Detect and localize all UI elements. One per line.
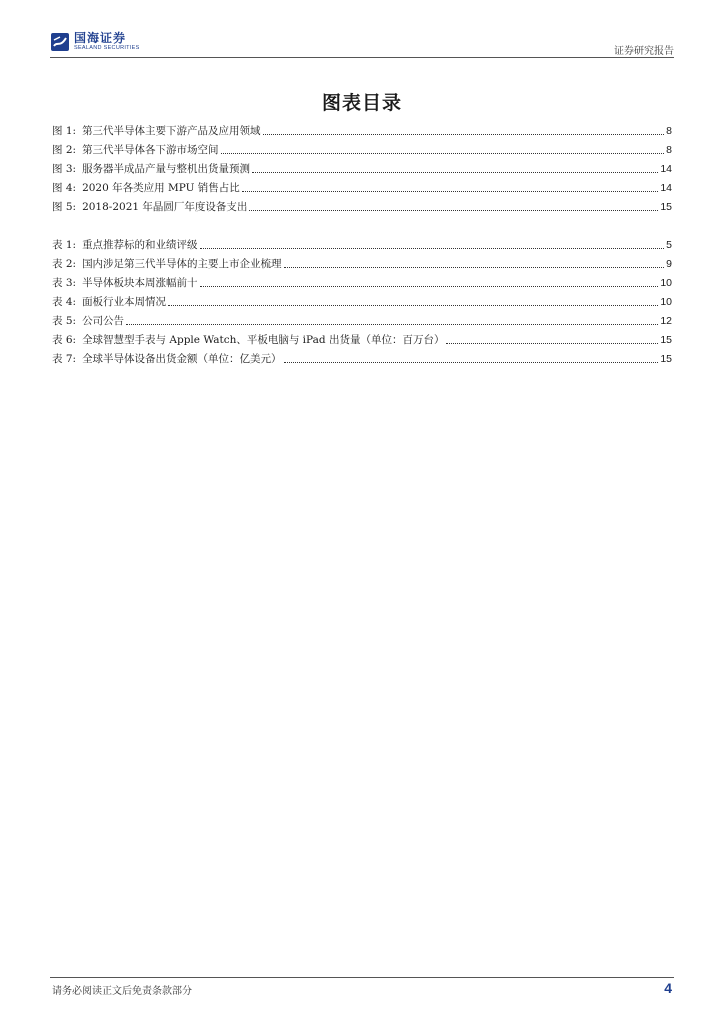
toc-leader-dots [126, 324, 658, 325]
toc-leader-dots [200, 248, 665, 249]
toc-entry-title: 国内涉足第三代半导体的主要上市企业梳理 [82, 258, 282, 270]
toc-entry-title: 全球半导体设备出货金额（单位：亿美元） [82, 353, 282, 365]
toc-entry-label: 表 4: [52, 296, 77, 308]
toc-entry-title: 半导体板块本周涨幅前十 [82, 277, 198, 289]
toc-entry-page: 14 [660, 163, 672, 175]
toc-entry-page: 15 [660, 201, 672, 213]
page-title: 图表目录 [321, 92, 402, 114]
footer-divider [50, 977, 674, 978]
toc-entry-page: 8 [666, 125, 672, 137]
toc-entry-label: 图 2: [52, 144, 77, 156]
toc-leader-dots [263, 134, 665, 135]
toc-entry-label: 表 2: [52, 258, 77, 270]
toc-leader-dots [252, 172, 658, 173]
toc-entry-page: 10 [660, 296, 672, 308]
toc-entry-label: 图 3: [52, 163, 77, 175]
toc-entry-page: 10 [660, 277, 672, 289]
company-logo [50, 32, 140, 52]
toc-table-entry[interactable] [52, 329, 672, 347]
toc-leader-dots [242, 191, 659, 192]
toc-entry-label: 表 6: [52, 334, 77, 346]
toc-leader-dots [200, 286, 659, 287]
toc-entry-label: 表 7: [52, 353, 77, 365]
toc-entry-label: 图 5: [52, 201, 77, 213]
toc-leader-dots [168, 305, 658, 306]
page-number: 4 [664, 980, 672, 996]
sealand-logo-icon [50, 32, 70, 52]
logo-chinese-name: 国海证券 [74, 31, 127, 46]
toc-entry-page: 12 [660, 315, 672, 327]
toc-entry-page: 9 [666, 258, 672, 270]
toc-figure-entry[interactable] [52, 139, 672, 157]
toc-leader-dots [446, 343, 658, 344]
logo-english-name: SEALAND SECURITIES [74, 45, 140, 52]
toc-entry-page: 14 [660, 182, 672, 194]
report-type-label: 证券研究报告 [614, 46, 674, 57]
toc-entry-label: 图 4: [52, 182, 77, 194]
toc-entry-page: 15 [660, 334, 672, 346]
toc-table-entry[interactable] [52, 234, 672, 252]
page-header [50, 30, 674, 58]
toc-entry-title: 重点推荐标的和业绩评级 [82, 239, 198, 251]
toc-entry-page: 8 [666, 144, 672, 156]
toc-table-entry[interactable] [52, 310, 672, 328]
toc-leader-dots [284, 362, 659, 363]
toc-figure-entry[interactable] [52, 196, 672, 214]
toc-table-entry[interactable] [52, 291, 672, 309]
toc-entry-label: 表 5: [52, 315, 77, 327]
toc-table-entry[interactable] [52, 253, 672, 271]
toc-entry-label: 图 1: [52, 125, 77, 137]
toc-table-entry[interactable] [52, 348, 672, 366]
toc-entry-label: 表 1: [52, 239, 77, 251]
toc-leader-dots [221, 153, 665, 154]
header-divider [50, 57, 674, 58]
toc-entry-page: 15 [660, 353, 672, 365]
toc-entry-label: 表 3: [52, 277, 77, 289]
toc-figure-entry[interactable] [52, 120, 672, 138]
toc-entry-title: 2020 年各类应用 MPU 销售占比 [82, 182, 240, 194]
footer-disclaimer: 请务必阅读正文后免责条款部分 [52, 986, 192, 997]
toc-leader-dots [284, 267, 665, 268]
toc-figure-entry[interactable] [52, 158, 672, 176]
toc-entry-title: 全球智慧型手表与 Apple Watch、平板电脑与 iPad 出货量（单位：百万台） [82, 334, 445, 346]
toc-figure-entry[interactable] [52, 177, 672, 195]
toc-entry-title: 服务器半成品产量与整机出货量预测 [82, 163, 251, 175]
toc-leader-dots [249, 210, 658, 211]
toc-entry-page: 5 [666, 239, 672, 251]
toc-entry-title: 第三代半导体主要下游产品及应用领域 [82, 125, 261, 137]
toc-table-entry[interactable] [52, 272, 672, 290]
toc-entry-title: 公司公告 [82, 315, 125, 327]
toc-entry-title: 2018-2021 年晶圆厂年度设备支出 [82, 201, 248, 213]
toc-entry-title: 第三代半导体各下游市场空间 [82, 144, 219, 156]
toc-entry-title: 面板行业本周情况 [82, 296, 167, 308]
